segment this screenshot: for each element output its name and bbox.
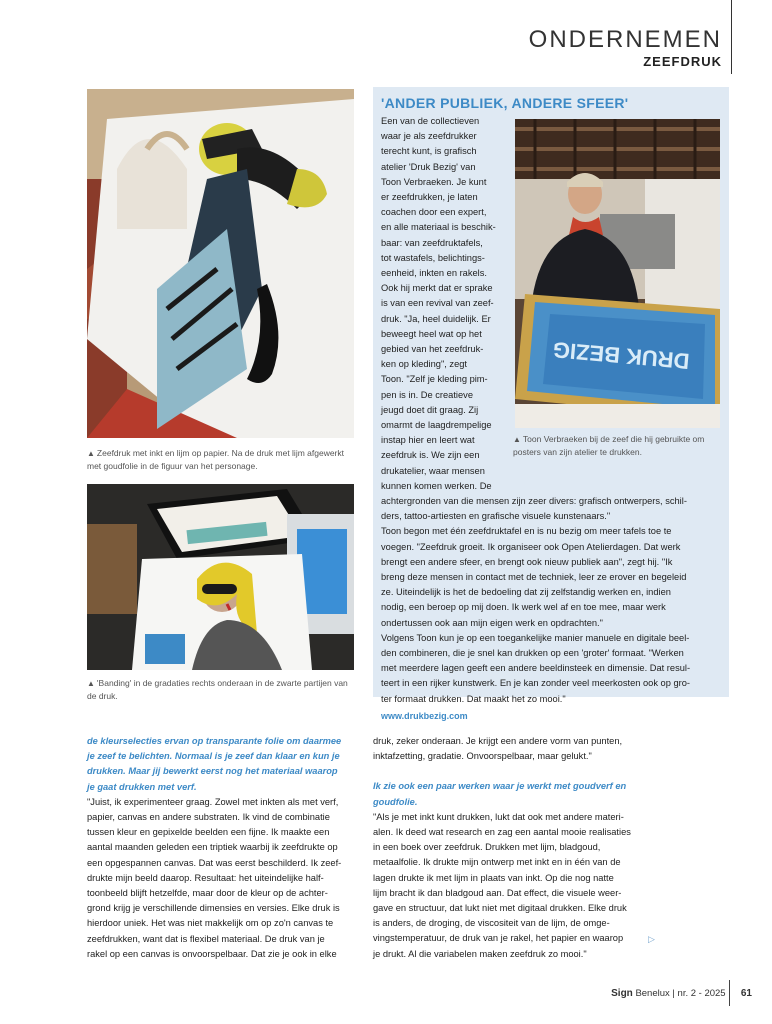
text-line: grond krijg je verschillende dimensies en versies. Elke druk is <box>87 903 340 914</box>
text-line: is van een revival van zeef- <box>381 298 494 309</box>
lead-line: goudfolie. <box>373 796 418 807</box>
lead-line: de kleurselecties ervan op transparante folie om daarmee <box>87 736 342 746</box>
text-line: omarmt de laagdrempelige <box>381 420 492 431</box>
text-line: jeugd doet dit graag. Zij <box>381 404 479 415</box>
sidebar-wide-text <box>381 494 726 724</box>
text-line: drukte mijn beeld daarop. Resultaat: het uiteindelijke half- <box>87 872 324 883</box>
text-line: metaalfolie. Ik drukte mijn ontwerp met inkt en in één van de <box>373 857 621 868</box>
text-line: vingstemperatuur, de druk van je rakel, het papier en waarop <box>373 933 624 944</box>
website-link[interactable]: www.drukbezig.com <box>381 710 468 721</box>
spacer <box>373 764 673 779</box>
text-line: lagen drukte ik met lijm in plaats van inkt. Op die nog natte <box>373 872 614 883</box>
text-line: beweegt heel wat op het <box>381 328 482 339</box>
magazine-brand: Benelux <box>635 988 670 999</box>
text-line: ken op kleding", zegt <box>381 359 467 370</box>
caption-triangle-icon: ▲ <box>513 435 521 444</box>
lead-line: drukken. Maar jij bewerkt eerst nog het materiaal waarop <box>87 766 338 777</box>
page-footer <box>611 988 752 999</box>
text-line: pen is in. De creatieve <box>381 389 473 400</box>
text-line: ze. Uiteindelijk is het de bedoeling dat zij zelfstandig werken en, indien <box>381 587 671 598</box>
text-line: den combineren, die je snel kan drukken op een 'groter' formaat. "Werken <box>381 648 684 659</box>
screen-print-text: DRUK BEZIG <box>551 337 691 374</box>
sidebar-title: 'ANDER PUBLIEK, ANDERE SFEER' <box>381 95 629 111</box>
banding-frames-photo <box>87 484 354 670</box>
text-line: en alle materiaal is beschik- <box>381 222 496 233</box>
caption-text: 'Banding' in de gradaties rechts onderaan in de zwarte partijen van de druk. <box>87 678 348 701</box>
text-line: druk, zeker onderaan. Je krijgt een andere vorm van punten, <box>373 736 623 746</box>
text-line: toonbeeld blijft hetzelfde, maar door de kleur op de achter- <box>87 888 328 899</box>
sidebar-narrow-text <box>381 114 511 494</box>
text-line: inktafzetting, gradatie. Onvoorspelbaar, maar gelukt." <box>373 751 592 762</box>
text-line: kunnen komen werken. De <box>381 480 492 491</box>
text-line: druk. "Ja, heel duidelijk. Er <box>381 313 491 324</box>
fashion-print-photo <box>87 89 354 438</box>
text-line: er zeefdrukken, je laten <box>381 192 478 203</box>
text-line: brengt een andere sfeer, en brengt ook nieuw publiek aan", zegt hij. "Ik <box>381 556 673 567</box>
text-line: coachen door een expert, <box>381 207 487 218</box>
text-line: instap hier en leert wat <box>381 435 475 446</box>
text-line: Toon begon met één zeefdruktafel en is nu bezig om meer tafels toe te <box>381 526 672 537</box>
text-line: gebied van het zeefdruk- <box>381 344 484 355</box>
end-mark-icon: ▷ <box>648 934 655 944</box>
caption-text: Toon Verbraeken bij de zeef die hij gebruikte om posters van zijn atelier te drukken. <box>513 434 705 457</box>
text-line: terecht kunt, is grafisch <box>381 146 477 157</box>
text-line: eenheid, inkten en rakels. <box>381 268 487 279</box>
text-line: teert in een rijker kunstwerk. En je kan zonder veel meerkosten ook op gro- <box>381 678 691 689</box>
text-line: aantal maanden geleden een triptiek waarbij ik zeefdrukte op <box>87 842 338 853</box>
text-line: "Juist, ik experimenteer graag. Zowel met inkten als met verf, <box>87 796 339 807</box>
text-line: atelier 'Druk Bezig' van <box>381 161 476 172</box>
article-column-right <box>373 734 673 962</box>
lead-line: je zeef te belichten. Normaal is je zeef dan klaar en kun je <box>87 751 340 762</box>
text-line: Toon. "Zelf je kleding pim- <box>381 374 488 385</box>
text-line: nodig, een beroep op mij doen. Ik werk wel af en toe mee, maar werk <box>381 602 666 613</box>
text-line: voegen. "Zeefdruk groeit. Ik organiseer ook Open Atelierdagen. Dat werk <box>381 541 681 552</box>
text-line: tussen kleur en gepixelde beelden een fijne. Ik maakte een <box>87 827 330 838</box>
text-line: Een van de collectieven <box>381 116 480 126</box>
section-title: ONDERNEMEN <box>528 26 722 53</box>
article-column-left <box>87 734 377 962</box>
header-divider <box>731 0 732 74</box>
lead-line: je gaat drukken met verf. <box>87 781 197 792</box>
text-line: ondertussen ook aan mijn eigen werk en opdrachten." <box>381 617 603 628</box>
text-line: tot wastafels, belichtings- <box>381 252 485 263</box>
text-line: baar: van zeefdruktafels, <box>381 237 483 248</box>
text-line: achtergronden van die mensen zijn zeer divers: grafisch ontwerpers, schil- <box>381 496 687 506</box>
lead-line: Ik zie ook een paar werken waar je werkt met goudverf en <box>373 781 627 792</box>
text-line: papier, canvas en andere substraten. Ik vind de combinatie <box>87 812 330 823</box>
text-line: met meerdere lagen geeft een andere beeldinsteek en dimensie. Dat resul- <box>381 663 691 674</box>
text-line: rakel op een canvas is onvoorspelbaar. Dat zie je ook in elke <box>87 948 337 959</box>
text-line: zeefdruk is. We zijn een <box>381 450 480 461</box>
text-line: ter formaat drukken. Dat maakt het zo mooi." <box>381 693 566 704</box>
text-line: alen. Ik deed wat research en zag een aantal mooie realisaties <box>373 827 631 838</box>
text-line: Toon Verbraeken. Je kunt <box>381 176 487 187</box>
caption-text: Zeefdruk met inkt en lijm op papier. Na de druk met lijm afgewerkt met goudfolie in de figuur van het personage. <box>87 448 344 471</box>
text-line: Ook hij merkt dat er sprake <box>381 283 493 294</box>
text-line: Volgens Toon kun je op een toegankelijke manier manuele en digitale beel- <box>381 632 690 643</box>
fashion-print-caption <box>87 447 357 473</box>
toon-photo <box>515 119 720 428</box>
text-line: drukatelier, waar mensen <box>381 465 485 476</box>
section-subtitle: ZEEFDRUK <box>643 54 722 69</box>
magazine-name: Sign <box>611 988 633 999</box>
text-line: waar je als zeefdrukker <box>381 131 477 142</box>
issue-number: nr. 2 - 2025 <box>677 988 726 999</box>
caption-triangle-icon: ▲ <box>87 679 95 688</box>
text-line: "Als je met inkt kunt drukken, lukt dat ook met andere materi- <box>373 811 624 822</box>
text-line: hierdoor uniek. Het was niet makkelijk om op zo'n canvas te <box>87 918 334 929</box>
text-line: een opgespannen canvas. Dat was eerst beschilderd. Ik zeef- <box>87 857 342 868</box>
text-line: je drukt. Al die variabelen maken zeefdruk zo mooi." <box>373 948 587 959</box>
text-line: lijm bracht ik dan bladgoud aan. Dat effect, die visuele weer- <box>373 887 622 898</box>
text-line: ders, tattoo-artiesten en grafische visuele kunstenaars." <box>381 511 611 522</box>
caption-triangle-icon: ▲ <box>87 449 95 458</box>
text-line: gave en structuur, dat lukt niet met digitaal drukken. Elke druk <box>373 903 627 914</box>
toon-caption <box>513 433 725 459</box>
banding-caption <box>87 677 357 703</box>
footer-separator: | <box>672 988 675 999</box>
text-line: breng deze mensen in contact met de techniek, leer ze erover en begeleid <box>381 572 687 583</box>
text-line: zeefdrukken, want dat is flexibel materiaal. De druk van je <box>87 933 325 944</box>
page-number: 61 <box>740 988 752 999</box>
text-line: is anders, de droging, de viscositeit van de lijm, de omge- <box>373 918 610 929</box>
text-line: in een boek over zeefdruk. Drukken met lijm, bladgoud, <box>373 842 601 853</box>
